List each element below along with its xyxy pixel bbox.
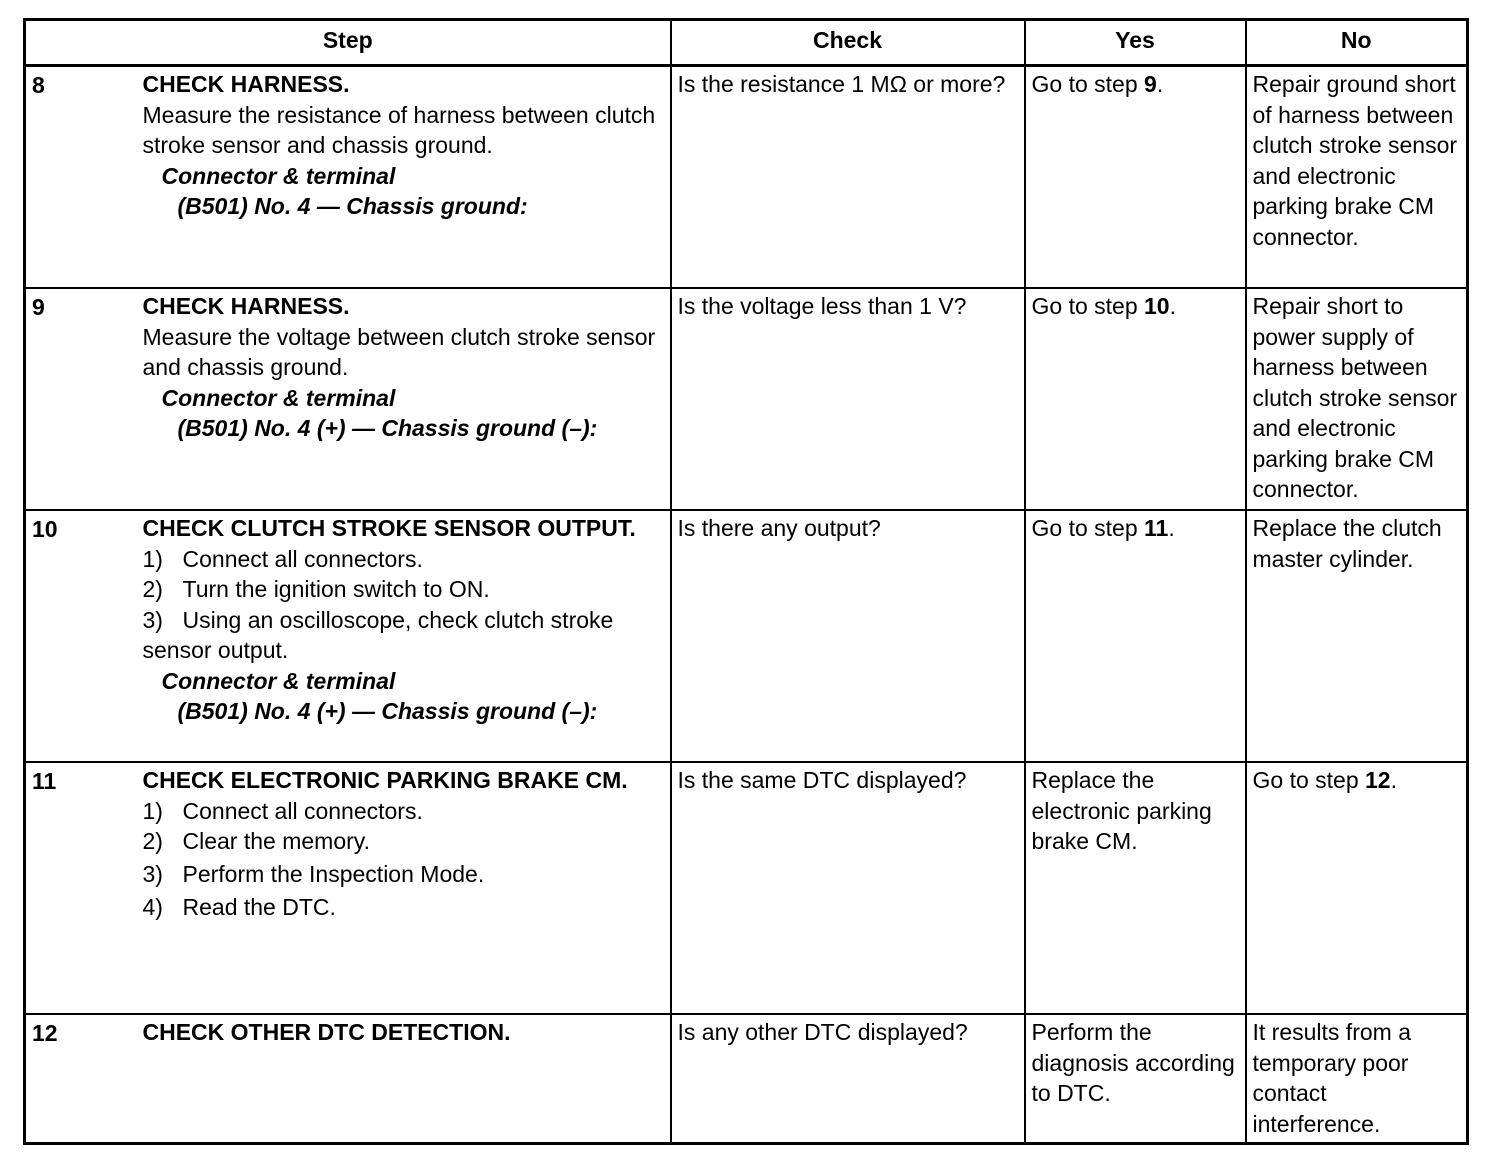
list-item-text: Connect all connectors.	[182, 797, 423, 824]
list-item-text: Clear the memory.	[182, 828, 370, 854]
yes-suffix: .	[1168, 515, 1175, 541]
table-row	[25, 66, 1468, 289]
no-prefix: Go to step	[1252, 767, 1366, 793]
connector-value: (B501) No. 4 (+) — Chassis ground (–):	[177, 415, 598, 441]
step-number: 11	[25, 762, 143, 1014]
header-yes: Yes	[1025, 20, 1246, 66]
check-cell: Is any other DTC displayed?	[671, 1014, 1025, 1144]
yes-cell	[1025, 288, 1246, 510]
step-text: Measure the resistance of harness between clutch stroke sensor and chassis ground.	[142, 101, 656, 158]
list-item	[143, 892, 664, 923]
step-title: CHECK ELECTRONIC PARKING BRAKE CM.	[142, 767, 628, 793]
yes-prefix: Go to step	[1031, 293, 1145, 319]
step-number: 9	[25, 288, 143, 510]
header-no: No	[1246, 20, 1468, 66]
yes-prefix: Go to step	[1031, 515, 1145, 541]
step-number: 8	[25, 66, 143, 289]
yes-cell	[1025, 510, 1246, 762]
step-description	[143, 288, 671, 510]
check-cell: Is the resistance 1 MΩ or more?	[671, 66, 1025, 289]
check-cell: Is the voltage less than 1 V?	[671, 288, 1025, 510]
yes-prefix: Go to step	[1031, 71, 1145, 97]
step-description	[143, 1014, 671, 1144]
no-step-link: 12	[1365, 767, 1391, 793]
yes-step-link: 10	[1144, 293, 1170, 319]
list-item	[143, 574, 664, 605]
yes-cell	[1025, 66, 1246, 289]
step-title: CHECK HARNESS.	[142, 71, 350, 97]
list-item-text: Connect all connectors.	[182, 545, 423, 572]
table-row	[25, 510, 1468, 762]
step-number: 12	[25, 1014, 143, 1144]
list-item-number: 3)	[142, 606, 163, 633]
list-item	[143, 544, 664, 575]
step-description	[143, 762, 671, 1014]
check-cell: Is the same DTC displayed?	[671, 762, 1025, 1014]
connector-label: Connector & terminal	[161, 384, 396, 411]
list-item-text: Using an oscilloscope, check clutch stroke sensor output.	[142, 606, 614, 663]
no-cell	[1246, 762, 1468, 1014]
list-item-text: Read the DTC.	[182, 894, 336, 920]
list-item	[143, 796, 664, 827]
list-item-number: 1)	[142, 797, 163, 824]
no-cell: Repair short to power supply of harness between clutch stroke sensor and electronic parking brake CM connector.	[1246, 288, 1468, 510]
table-row	[25, 1014, 1468, 1144]
header-row	[25, 20, 1468, 66]
step-number: 10	[25, 510, 143, 762]
step-description	[143, 66, 671, 289]
connector-label: Connector & terminal	[161, 162, 396, 189]
list-item	[143, 605, 664, 666]
connector-label: Connector & terminal	[161, 667, 396, 694]
step-description	[143, 510, 671, 762]
list-item	[143, 859, 664, 890]
yes-cell: Replace the electronic parking brake CM.	[1025, 762, 1246, 1014]
list-item-text: Turn the ignition switch to ON.	[182, 576, 490, 602]
step-title: CHECK HARNESS.	[142, 293, 350, 319]
list-item-text: Perform the Inspection Mode.	[182, 860, 485, 887]
connector-value: (B501) No. 4 (+) — Chassis ground (–):	[177, 698, 598, 724]
step-title: CHECK OTHER DTC DETECTION.	[142, 1019, 511, 1045]
header-step: Step	[25, 20, 671, 66]
yes-cell: Perform the diagnosis according to DTC.	[1025, 1014, 1246, 1144]
table-row	[25, 288, 1468, 510]
list-item-number: 3)	[142, 860, 163, 887]
list-item-number: 2)	[142, 828, 163, 854]
yes-step-link: 11	[1144, 515, 1169, 541]
no-suffix: .	[1390, 767, 1397, 793]
no-cell: It results from a temporary poor contact interference.	[1246, 1014, 1468, 1144]
no-cell: Replace the clutch master cylinder.	[1246, 510, 1468, 762]
yes-step-link: 9	[1144, 71, 1157, 97]
check-cell: Is there any output?	[671, 510, 1025, 762]
table-row	[25, 762, 1468, 1014]
yes-suffix: .	[1156, 71, 1164, 97]
list-item-number: 4)	[142, 894, 163, 920]
step-text: Measure the voltage between clutch stroke sensor and chassis ground.	[142, 323, 656, 380]
connector-value: (B501) No. 4 — Chassis ground:	[177, 193, 528, 219]
diagnostic-table	[23, 18, 1469, 1145]
list-item-number: 1)	[142, 545, 163, 572]
list-item-number: 2)	[142, 576, 163, 602]
header-check: Check	[671, 20, 1025, 66]
step-title: CHECK CLUTCH STROKE SENSOR OUTPUT.	[142, 515, 636, 541]
no-cell: Repair ground short of harness between clutch stroke sensor and electronic parking brake CM connector.	[1246, 66, 1468, 289]
yes-suffix: .	[1169, 293, 1176, 319]
list-item	[143, 826, 664, 857]
